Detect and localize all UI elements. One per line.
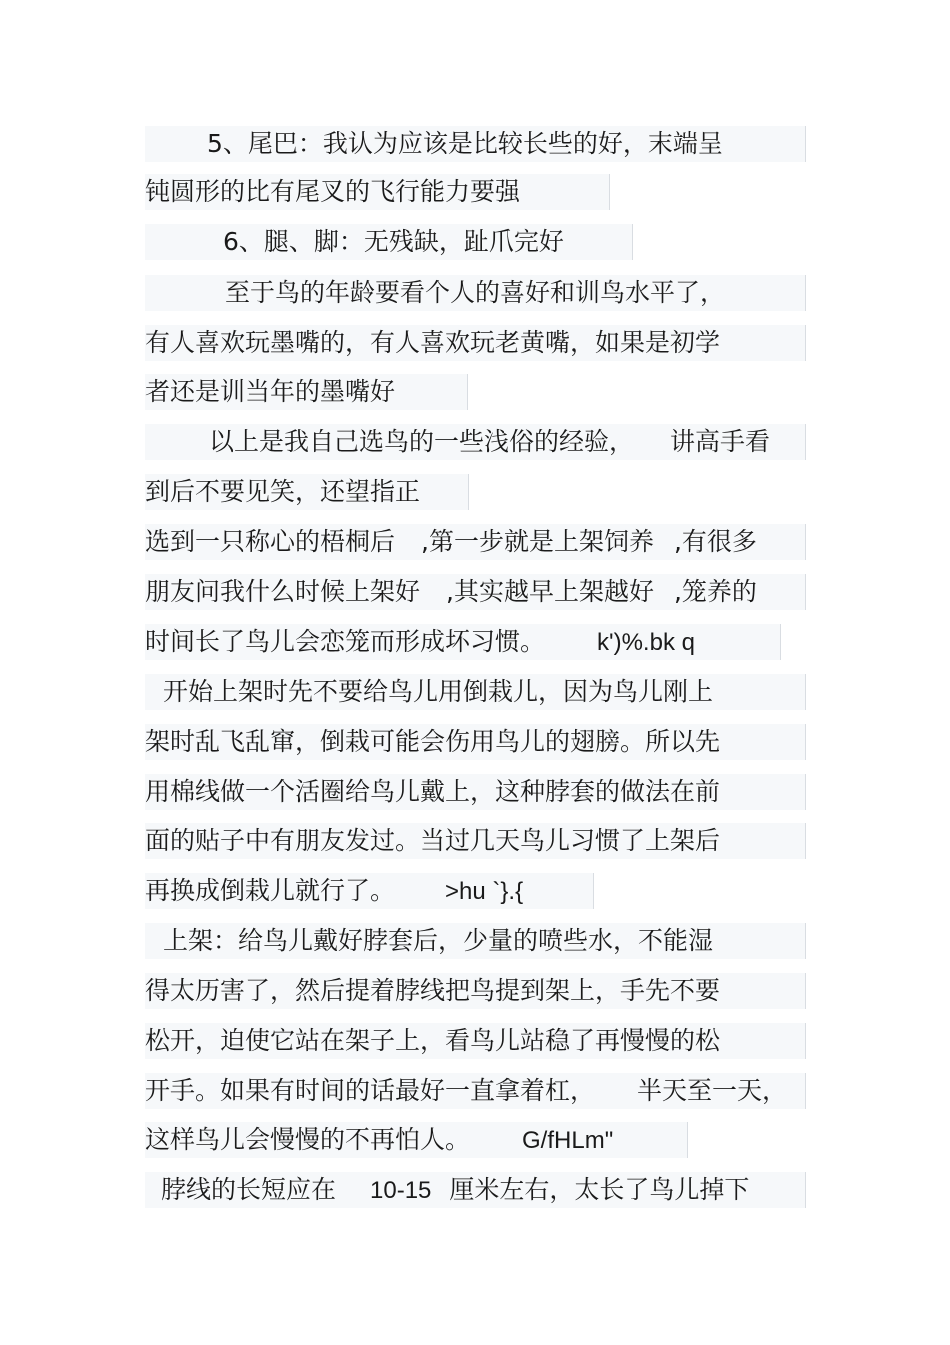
text-segment: 开手。如果有时间的话最好一直拿着杠，: [145, 1076, 596, 1105]
text-segment: 10-15: [370, 1177, 432, 1204]
text-segment: 选到一只称心的梧桐后: [145, 527, 396, 556]
text-line: 用棉线做一个活圈给鸟儿戴上，这种脖套的做法在前: [145, 774, 806, 810]
text-segment: 以上是我自己选鸟的一些浅俗的经验，: [209, 427, 635, 456]
text-segment: 再换成倒栽儿就行了。: [145, 876, 396, 905]
text-line: 到后不要见笑，还望指正: [145, 474, 469, 510]
text-line: 5、尾巴：我认为应该是比较长些的好，末端呈: [145, 126, 806, 162]
text-segment: ,第一步就是上架饲养: [421, 527, 654, 556]
text-line: [145, 1073, 806, 1109]
text-line: 上架：给鸟儿戴好脖套后，少量的喷些水，不能湿: [145, 923, 806, 959]
text-segment: 时间长了鸟儿会恋笼而形成坏习惯。: [145, 627, 546, 656]
text-line: [145, 1122, 688, 1158]
text-line: 得太历害了，然后提着脖线把鸟提到架上，手先不要: [145, 973, 806, 1009]
text-line: 6、腿、脚：无残缺，趾爪完好: [145, 224, 633, 260]
text-line: 松开，迫使它站在架子上，看鸟儿站稳了再慢慢的松: [145, 1023, 806, 1059]
text-segment: >hu `}.{: [445, 878, 524, 905]
text-line: 有人喜欢玩墨嘴的，有人喜欢玩老黄嘴，如果是初学: [145, 325, 806, 361]
text-segment: 厘米左右，太长了鸟儿掉下: [449, 1175, 750, 1204]
text-line: 者还是训当年的墨嘴好: [145, 374, 468, 410]
text-line: [145, 574, 806, 610]
text-line: 开始上架时先不要给鸟儿用倒栽儿，因为鸟儿刚上: [145, 674, 806, 710]
text-segment: 半天至一天，: [637, 1076, 788, 1105]
text-line: 至于鸟的年龄要看个人的喜好和训鸟水平了，: [145, 275, 806, 311]
text-segment: ,笼养的: [673, 577, 757, 606]
text-segment: ,有很多: [673, 527, 757, 556]
text-line: 面的贴子中有朋友发过。当过几天鸟儿习惯了上架后: [145, 823, 806, 859]
text-line: [145, 424, 806, 460]
text-segment: 这样鸟儿会慢慢的不再怕人。: [145, 1125, 471, 1154]
text-line: [145, 624, 781, 660]
text-segment: ,其实越早上架越好: [446, 577, 654, 606]
text-segment: G/fHLm": [522, 1127, 614, 1154]
text-segment: 脖线的长短应在: [161, 1175, 337, 1204]
text-line: 架时乱飞乱窜，倒栽可能会伤用鸟儿的翅膀。所以先: [145, 724, 806, 760]
text-segment: k')%.bk q: [597, 629, 695, 656]
text-segment: 朋友问我什么时候上架好: [145, 577, 421, 606]
text-line: 钝圆形的比有尾叉的飞行能力要强: [145, 174, 610, 210]
text-segment: 讲高手看: [670, 427, 771, 456]
text-line: [145, 1172, 806, 1208]
text-line: [145, 524, 806, 560]
text-line: [145, 873, 594, 909]
